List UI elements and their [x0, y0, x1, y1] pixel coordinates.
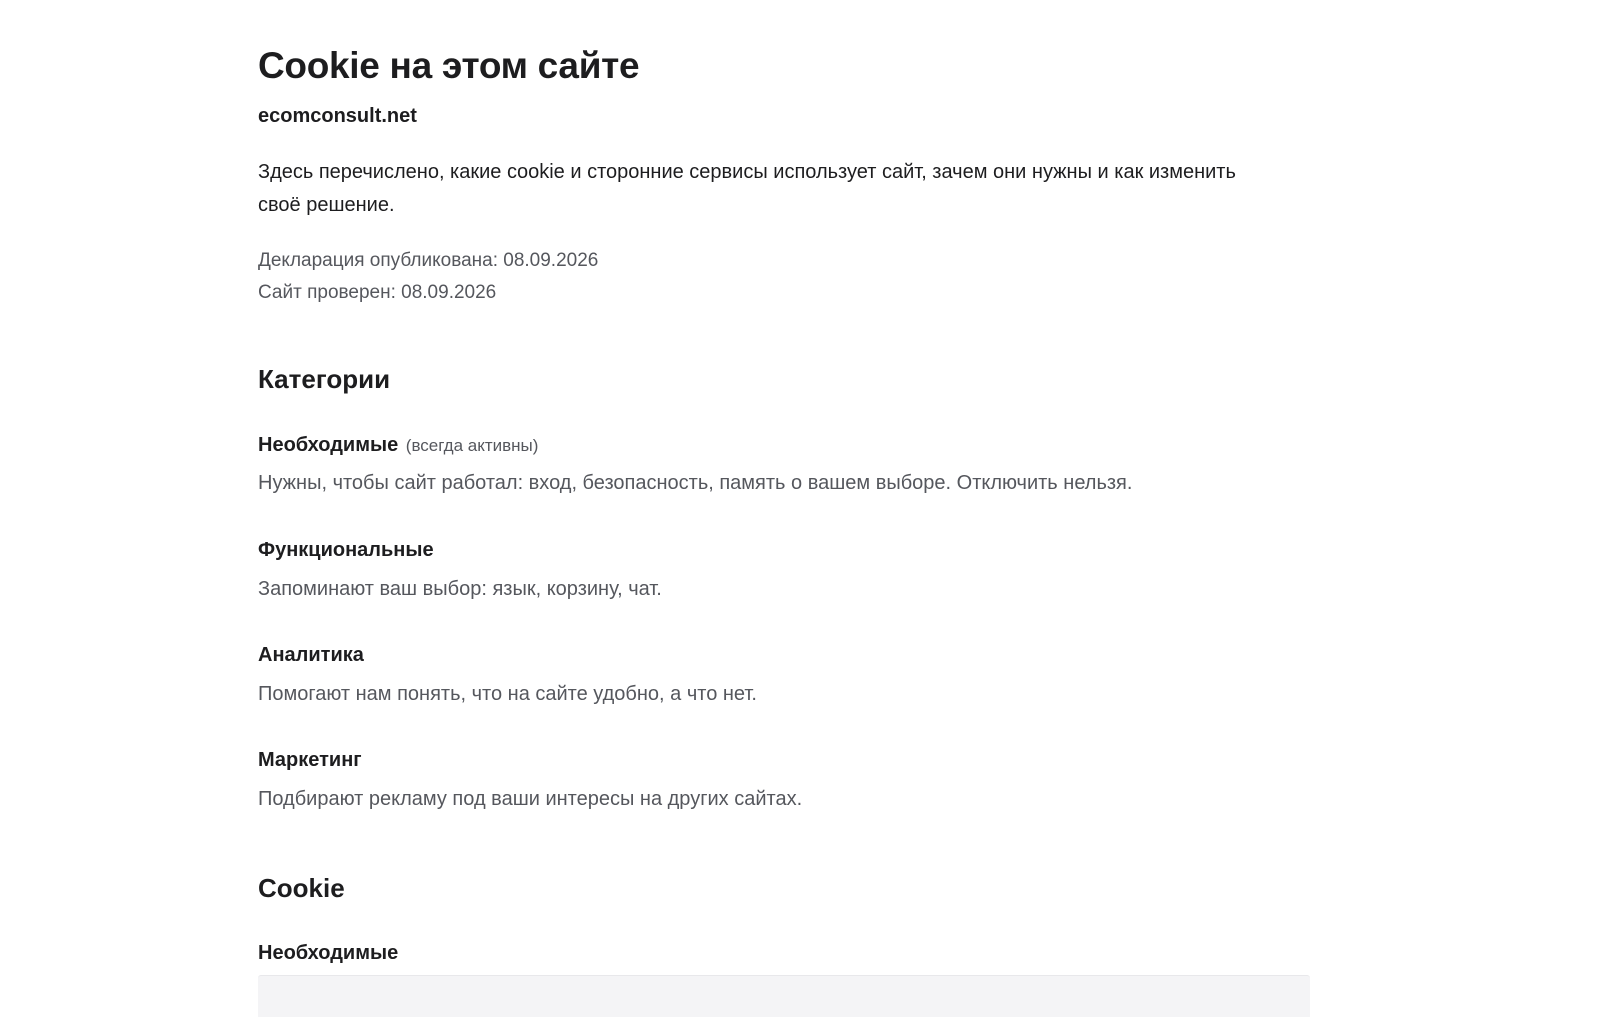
category-marketing-name: Маркетинг [258, 749, 362, 771]
cookie-heading: Cookie [258, 873, 345, 903]
categories-heading: Категории [258, 364, 391, 394]
always-active-note: (всегда активны) [405, 436, 539, 455]
category-marketing-description: Подбирают рекламу под ваши интересы на других сайтах. [258, 788, 803, 810]
site-domain: ecomconsult.net [258, 105, 417, 127]
category-functional-description: Запоминают ваш выбор: язык, корзину, чат. [258, 578, 662, 600]
category-analytics-description: Помогают нам понять, что на сайте удобно, а что нет. [258, 683, 757, 705]
cookie-necessary-subheading: Необходимые [258, 942, 399, 964]
category-analytics-name: Аналитика [258, 644, 364, 666]
category-necessary-name [258, 431, 538, 460]
category-necessary-description: Нужны, чтобы сайт работал: вход, безопасность, память о вашем выборе. Отключить нельзя. [258, 472, 1133, 494]
cookie-table-header [258, 975, 1310, 1017]
category-name-label: Необходимые [258, 434, 399, 456]
published-date: Декларация опубликована: 08.09.2026 [258, 250, 599, 271]
checked-date: Сайт проверен: 08.09.2026 [258, 282, 497, 303]
intro-text: Здесь перечислено, какие cookie и сторонние сервисы использует сайт, зачем они нужны и как изменить своё решение. [258, 161, 1236, 216]
category-functional-name: Функциональные [258, 539, 434, 561]
page-title: Cookie на этом сайте [258, 45, 640, 86]
